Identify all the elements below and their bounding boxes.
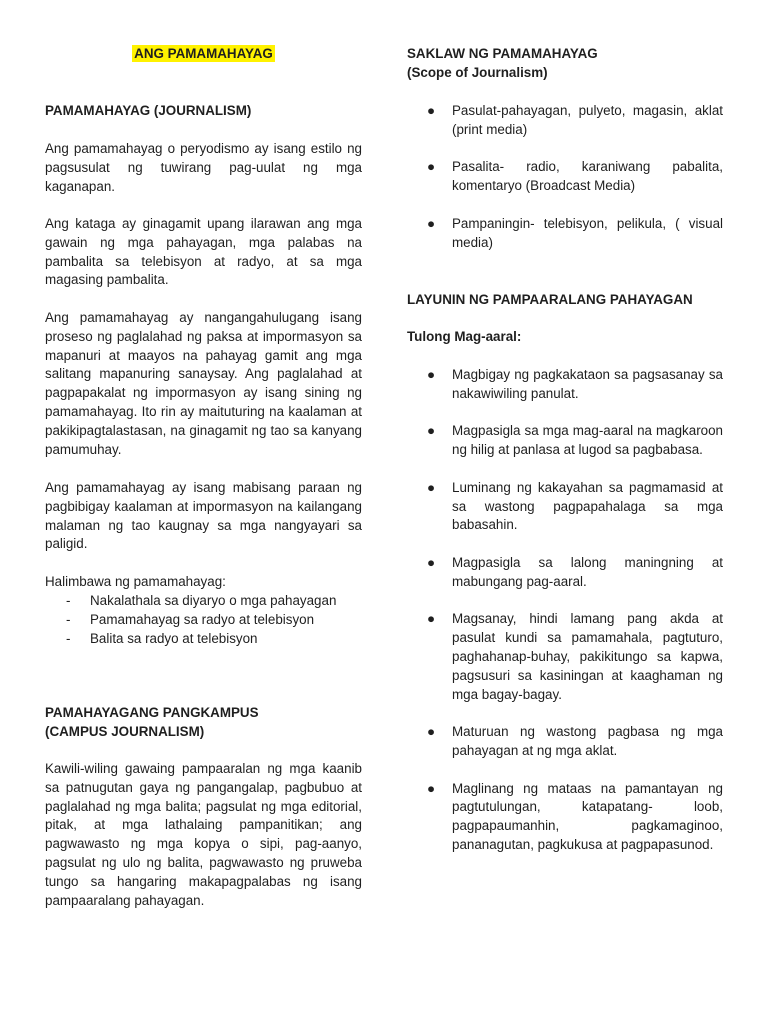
list-item: ● Magsanay, hindi lamang pang akda at pasulat kundi sa pamamahala, pagtuturo, paghahanap-buhay, pakikitungo sa kapwa, pagsusuri sa kasiningan at kaaghaman ng mga bagay-bagay. [427,611,723,702]
paragraph-definition: Ang pamamahayag o peryodismo ay isang estilo ng pagsusulat ng tuwirang pag-uulat ng mga kaganapan. [45,141,362,194]
section-heading-campus-2: (CAMPUS JOURNALISM) [45,724,205,739]
list-item: - Nakalathala sa diyaryo o mga pahayagan [45,592,362,611]
bullet-icon: ● [427,780,436,796]
document-title-wrap [45,45,362,64]
list-item: ● Maglinang ng mataas na pamantayan ng pagtutulungan, katapatang- loob, pagpapaumanhin, pagkamaginoo, pananagutan, pagkukusa at pagpapasunod. [427,780,723,852]
list-item: ● Luminang ng kakayahan sa pagmamasid at sa wastong pagpapahalaga sa mga babasahin. [427,479,723,533]
goals-heading: LAYUNIN NG PAMPAARALANG PAHAYAGAN [407,292,693,307]
bullet-icon: ● [427,554,436,570]
list-item: - Balita sa radyo at telebisyon [45,630,362,649]
examples-intro: Halimbawa ng pamamahayag: [45,574,226,589]
bullet-icon: ● [427,423,436,439]
paragraph-effective-means: Ang pamamahayag ay isang mabisang paraan ng pagbibigay kaalaman at impormasyon na kailangang malaman ng tao kaugnay sa mga nangyayari sa paligid. [45,480,362,552]
scope-list [407,102,723,252]
list-item: ● Pasulat-pahayagan, pulyeto, magasin, aklat (print media) [427,103,723,137]
dash-marker: - [66,630,71,646]
list-item: ● Maturuan ng wastong pagbasa ng mga pahayagan at ng mga aklat. [427,724,723,758]
scope-heading: SAKLAW NG PAMAMAHAYAG [407,46,598,61]
bullet-icon: ● [427,479,436,495]
bullet-icon: ● [427,215,436,231]
list-item: - Pamamahayag sa radyo at telebisyon [45,611,362,630]
goals-list [407,366,723,855]
list-item: ● Magbigay ng pagkakataon sa pagsasanay sa nakawiwiling panulat. [427,367,723,401]
paragraph-campus-journalism: Kawili-wiling gawaing pampaaralan ng mga kaanib sa patnugutan gaya ng pangangalap, pagbubuo at paglalahad ng mga balita; pagsulat ng mga editorial, pitak, at mga lathalaing pampanitikan; ang pagwawasto ng mga kopya o sipi, pag-aanyo, pagsulat ng ulo ng balita, pagwawasto ng pruweba tungo sa hangaring makapagpalabas ng isang pampaaralang pahayagan. [45,761,362,908]
bullet-icon: ● [427,103,436,118]
bullet-icon: ● [427,159,436,175]
dash-marker: - [66,593,71,608]
section-heading-campus-1: PAMAHAYAGANG PANGKAMPUS [45,705,259,720]
bullet-icon: ● [427,724,436,740]
paragraph-usage: Ang kataga ay ginagamit upang ilarawan ang mga gawain ng mga pahayagan, mga palabas na pambalita sa telebisyon at radyo, at sa mga magasing pambalita. [45,216,362,288]
list-item: ● Pampaningin- telebisyon, pelikula, ( visual media) [427,215,723,250]
list-item: ● Pasalita- radio, karaniwang pabalita, komentaryo (Broadcast Media) [427,159,723,194]
scope-subheading: (Scope of Journalism) [407,65,548,80]
goals-subheading: Tulong Mag-aaral: [407,329,522,344]
paragraph-process: Ang pamamahayag ay nangangahulugang isang proseso ng paglalahad ng paksa at impormasyon sa mapanuri at maayos na pahayag gamit ang mga salitang mapanuring sanaysay. Ang paglalahad at pagpapakalat ng impormasyon ay isang sining ng pamamahayag. Ito rin ay maituturing na kaalaman at pakikipagtalastasan, na ginagamit ng tao sa kanyang pamumuhay. [45,310,362,457]
section-heading-journalism: PAMAMAHAYAG (JOURNALISM) [45,103,252,118]
dash-marker: - [66,611,71,627]
bullet-icon: ● [427,611,436,627]
bullet-icon: ● [427,367,436,382]
document-title: ANG PAMAMAHAYAG [134,46,273,61]
list-item: ● Magpasigla sa lalong maningning at mabungang pag-aaral. [427,554,723,589]
list-item: ● Magpasigla sa mga mag-aaral na magkaroon ng hilig at panlasa at lugod sa pagbabasa. [427,423,723,458]
examples-list [45,592,362,648]
